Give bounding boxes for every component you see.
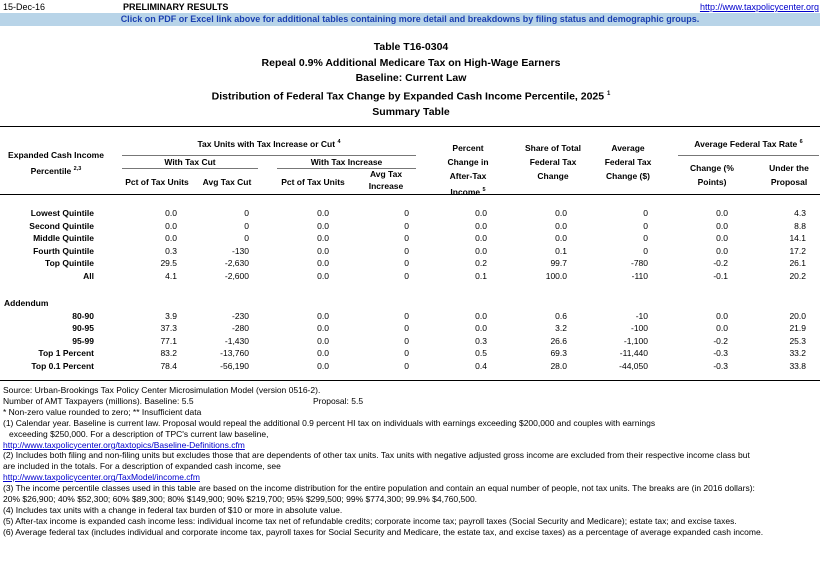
rate-change-cell: 0.0 — [716, 208, 728, 218]
rate-group-header: Average Federal Tax Rate $^6$ — [694, 138, 803, 149]
pct-units-inc-cell: 0.0 — [317, 271, 329, 281]
source-note: Source: Urban-Brookings Tax Policy Center Microsimulation Model (version 0516-2). — [3, 385, 321, 395]
avg-fed-change-cell: -100 — [630, 323, 648, 334]
pct-change-header: Percent Change in After-Tax Income $^5$ — [447, 143, 489, 197]
avg-fed-change-cell: 0 — [643, 220, 648, 231]
pct-change-cell: 0.3 — [475, 335, 487, 346]
table-number: Table T16-0304 — [373, 41, 449, 53]
row-label: 95-99 — [72, 335, 94, 346]
rate-under-cell: 33.2 — [789, 348, 806, 359]
avg-cut-cell: -280 — [231, 323, 249, 334]
table-bottom-rule — [0, 380, 820, 381]
share-cell: 28.0 — [550, 360, 567, 371]
note-3b: 20% $26,900; 40% $52,300; 60% $89,300; 80% $149,900; 90% $219,700; 95% $299,500; 99% $774,300; 99.9% $4,760,500. — [3, 494, 478, 505]
note-5: (5) After-tax income is expanded cash income less: individual income tax net of refundable credits; corporate income tax; payroll taxes (Social Security and Medicare); estate tax; and excise taxes. — [3, 515, 737, 526]
avg-fed-change-cell: -44,050 — [619, 360, 648, 371]
table-title: Repeal 0.9% Additional Medicare Tax on High-Wage Earners — [261, 56, 561, 69]
pct-units-cut-cell: 37.3 — [160, 323, 177, 334]
with-increase-header: With Tax Increase — [310, 157, 383, 167]
row-label: Top 0.1 Percent — [31, 360, 94, 371]
avg-cut-cell: -13,760 — [220, 348, 249, 359]
avg-cut-cell: 0 — [244, 233, 249, 244]
share-cell: 26.6 — [550, 335, 567, 346]
addendum-label: Addendum — [4, 298, 49, 308]
rate-change-cell: -0.2 — [713, 335, 728, 346]
top-line — [3, 2, 819, 13]
row-label: Second Quintile — [29, 220, 94, 231]
income-link[interactable]: http://www.taxpolicycenter.org/TaxModel/income.cfm — [3, 472, 200, 483]
rate-change-cell: -0.3 — [713, 360, 728, 371]
info-banner: Click on PDF or Excel link above for additional tables containing more detail and breakdowns by filing status and demographic groups. — [0, 13, 820, 26]
avg-fed-header: Average Federal Tax Change ($) — [604, 143, 652, 181]
rate-under-cell: 14.1 — [789, 233, 806, 244]
pct-units-inc-cell: 0.0 — [317, 220, 329, 231]
amt-note: Number of AMT Taxpayers (millions). Baseline: 5.5 Proposal: 5.5 — [3, 395, 364, 406]
title-block — [0, 40, 822, 120]
pct-units-inc-cell: 0.0 — [317, 360, 329, 371]
rate-change-cell: 0.0 — [716, 245, 728, 256]
tax-units-group-header: Tax Units with Tax Increase or Cut $^4$ — [197, 138, 341, 149]
avg-inc-cell: 0 — [404, 335, 409, 346]
pct-change-cell: 0.2 — [475, 258, 487, 269]
avg-fed-change-cell: 0 — [643, 208, 648, 218]
pct-units-inc-header: Pct of Tax Units — [281, 177, 345, 187]
share-cell: 0.1 — [555, 245, 567, 256]
summary-title: Summary Table — [372, 105, 450, 118]
pct-change-cell: 0.0 — [475, 323, 487, 334]
rate-change-cell: -0.1 — [713, 271, 728, 281]
pct-units-inc-cell: 0.0 — [317, 233, 329, 244]
pct-units-inc-cell: 0.0 — [317, 245, 329, 256]
baseline-title: Baseline: Current Law — [355, 72, 467, 84]
pct-change-cell: 0.0 — [475, 311, 487, 321]
share-cell: 0.0 — [555, 233, 567, 244]
row-label: 90-95 — [72, 323, 94, 334]
pct-units-cut-cell: 77.1 — [160, 335, 177, 346]
note-6: (6) Average federal tax (includes individual and corporate income tax, payroll taxes for Social Security and Medicare, the estate tax, and excise taxes) as a percentage of average expanded cash income. — [3, 526, 764, 537]
pct-units-cut-cell: 0.0 — [165, 220, 177, 231]
avg-cut-cell: -130 — [231, 245, 249, 256]
rate-under-cell: 17.2 — [789, 245, 806, 256]
pct-change-cell: 0.0 — [475, 220, 487, 231]
pct-units-inc-cell: 0.0 — [317, 258, 329, 269]
share-cell: 0.0 — [555, 208, 567, 218]
rate-group-rule — [678, 155, 819, 156]
pct-units-cut-cell: 0.3 — [165, 245, 177, 256]
share-cell: 0.6 — [555, 311, 567, 321]
preliminary-label: PRELIMINARY RESULTS — [123, 2, 229, 12]
row-header: Expanded Cash Income Percentile $^{2,3}$ — [8, 150, 104, 176]
share-cell: 69.3 — [550, 348, 567, 359]
rate-under-cell: 20.0 — [789, 311, 806, 321]
share-header: Share of Total Federal Tax Change — [524, 143, 582, 181]
avg-cut-cell: 0 — [244, 208, 249, 218]
website-link[interactable]: http://www.taxpolicycenter.org — [699, 2, 819, 12]
pct-units-cut-cell: 78.4 — [160, 360, 177, 371]
baseline-link[interactable]: http://www.taxpolicycenter.org/taxtopics/Baseline-Definitions.cfm — [3, 439, 245, 450]
avg-inc-cell: 0 — [404, 311, 409, 321]
avg-inc-cell: 0 — [404, 245, 409, 256]
share-cell: 3.2 — [555, 323, 567, 334]
share-cell: 0.0 — [555, 220, 567, 231]
pct-units-cut-cell: 29.5 — [160, 258, 177, 269]
avg-cut-cell: -56,190 — [220, 360, 249, 371]
notes — [3, 385, 819, 538]
zero-note: * Non-zero value rounded to zero; ** Insufficient data — [3, 406, 202, 417]
rate-change-cell: 0.0 — [716, 233, 728, 244]
pct-units-cut-cell: 0.0 — [165, 233, 177, 244]
avg-inc-cell: 0 — [404, 271, 409, 281]
pct-change-cell: 0.1 — [475, 271, 487, 281]
avg-inc-header: Avg Tax Increase — [368, 169, 404, 191]
avg-inc-cell: 0 — [404, 220, 409, 231]
rate-under-cell: 8.8 — [794, 220, 806, 231]
avg-inc-cell: 0 — [404, 208, 409, 218]
avg-cut-cell: -230 — [231, 311, 249, 321]
rate-under-cell: 20.2 — [789, 271, 806, 281]
note-1a: (1) Calendar year. Baseline is current law. Proposal would repeal the additional 0.9 percent HI tax on individuals with earnings exceeding $200,000 and couples with earnings — [3, 417, 656, 428]
avg-cut-header: Avg Tax Cut — [202, 177, 252, 187]
pct-units-inc-cell: 0.0 — [317, 311, 329, 321]
avg-cut-cell: -2,600 — [224, 271, 249, 281]
pct-units-cut-header: Pct of Tax Units — [125, 177, 189, 187]
row-label: Top 1 Percent — [38, 348, 94, 359]
note-3a: (3) The income percentile classes used in this table are based on the income distribution for the entire population and contain an equal number of people, not tax units. The breaks are (in 2016 dollars): — [3, 483, 755, 494]
distribution-title: Distribution of Federal Tax Change by Expanded Cash Income Percentile, 2025 $^1$ — [211, 90, 611, 102]
rate-under-cell: 33.8 — [789, 360, 806, 371]
note-2a: (2) Includes both filing and non-filing units but excludes those that are dependents of other tax units. Tax units with negative adjusted gross income are excluded from their respective income class but — [3, 450, 750, 461]
row-label: All — [83, 271, 94, 281]
pct-units-cut-cell: 4.1 — [165, 271, 177, 281]
pct-units-inc-cell: 0.0 — [317, 208, 329, 218]
avg-inc-cell: 0 — [404, 323, 409, 334]
pct-units-inc-cell: 0.0 — [317, 348, 329, 359]
avg-fed-change-cell: -110 — [631, 271, 648, 281]
rate-under-cell: 4.3 — [794, 208, 806, 218]
avg-inc-cell: 0 — [404, 233, 409, 244]
amt-proposal: Proposal: 5.5 — [313, 395, 364, 406]
row-label: 80-90 — [72, 311, 94, 321]
row-label: Lowest Quintile — [30, 208, 94, 218]
rate-under-cell: 25.3 — [789, 335, 806, 346]
row-label: Top Quintile — [45, 258, 94, 269]
avg-fed-change-cell: 0 — [643, 245, 648, 256]
avg-inc-cell: 0 — [404, 360, 409, 371]
table-top-rule — [0, 126, 820, 127]
rate-under-header: Under the Proposal — [769, 163, 809, 187]
avg-cut-cell: -2,630 — [224, 258, 249, 269]
row-label: Fourth Quintile — [33, 245, 94, 256]
note-1b: exceeding $250,000. For a description of TPC's current law baseline, — [9, 428, 269, 439]
with-cut-header: With Tax Cut — [164, 157, 216, 167]
pct-units-cut-cell: 3.9 — [165, 311, 177, 321]
rate-change-cell: 0.0 — [716, 220, 728, 231]
rate-change-header: Change (% Points) — [690, 163, 734, 187]
avg-fed-change-cell: -780 — [630, 258, 648, 269]
share-cell: 100.0 — [545, 271, 567, 281]
avg-fed-change-cell: 0 — [643, 233, 648, 244]
note-4: (4) Includes tax units with a change in federal tax burden of $10 or more in absolute value. — [3, 504, 343, 515]
pct-units-inc-cell: 0.0 — [317, 323, 329, 334]
rate-change-cell: -0.2 — [713, 258, 728, 269]
avg-fed-change-cell: -10 — [635, 311, 648, 321]
avg-fed-change-cell: -1,100 — [623, 335, 648, 346]
row-label: Middle Quintile — [33, 233, 94, 244]
note-2b: are included in the totals. For a description of expanded cash income, see — [3, 461, 281, 472]
avg-cut-cell: -1,430 — [224, 335, 249, 346]
rate-under-cell: 26.1 — [789, 258, 806, 269]
pct-change-cell: 0.4 — [475, 360, 487, 371]
pct-change-cell: 0.0 — [475, 208, 487, 218]
rate-change-cell: 0.0 — [716, 323, 728, 334]
avg-cut-cell: 0 — [244, 220, 249, 231]
pct-units-inc-cell: 0.0 — [317, 335, 329, 346]
share-cell: 99.7 — [550, 258, 567, 269]
avg-fed-change-cell: -11,440 — [619, 348, 648, 359]
pct-units-cut-cell: 83.2 — [160, 348, 177, 359]
avg-inc-cell: 0 — [404, 348, 409, 359]
pct-change-cell: 0.0 — [475, 233, 487, 244]
pct-change-cell: 0.5 — [475, 348, 487, 359]
pct-units-cut-cell: 0.0 — [165, 208, 177, 218]
date: 15-Dec-16 — [3, 2, 46, 12]
rate-change-cell: 0.0 — [716, 311, 728, 321]
header-bottom-rule — [0, 194, 820, 195]
rate-under-cell: 21.9 — [789, 323, 806, 334]
pct-change-cell: 0.0 — [475, 245, 487, 256]
rate-change-cell: -0.3 — [713, 348, 728, 359]
avg-inc-cell: 0 — [404, 258, 409, 269]
